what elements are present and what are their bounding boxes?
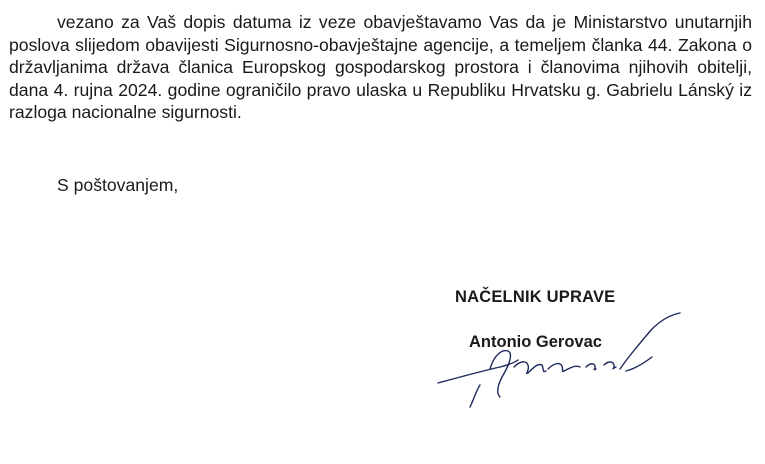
signatory-name: Antonio Gerovac	[469, 333, 602, 351]
letter-paragraph	[9, 11, 752, 124]
letter-paragraph-text: vezano za Vaš dopis datuma iz veze obavještavamo Vas da je Ministarstvo unutarnjih poslova slijedom obavijesti Sigurnosno-obavještajne agencije, a temeljem članka 44. Zakona o državljanima država članica Europskog gospodarskog prostora i članovima njihovih obitelji, dana 4. rujna 2024. godine ograničilo pravo ulaska u Republiku Hrvatsku g. Gabrielu Lánský iz razloga nacionalne sigurnosti.	[9, 12, 752, 123]
handwritten-signature-icon	[430, 305, 690, 415]
closing-salutation: S poštovanjem,	[57, 175, 179, 195]
signatory-title: NAČELNIK UPRAVE	[455, 288, 616, 306]
